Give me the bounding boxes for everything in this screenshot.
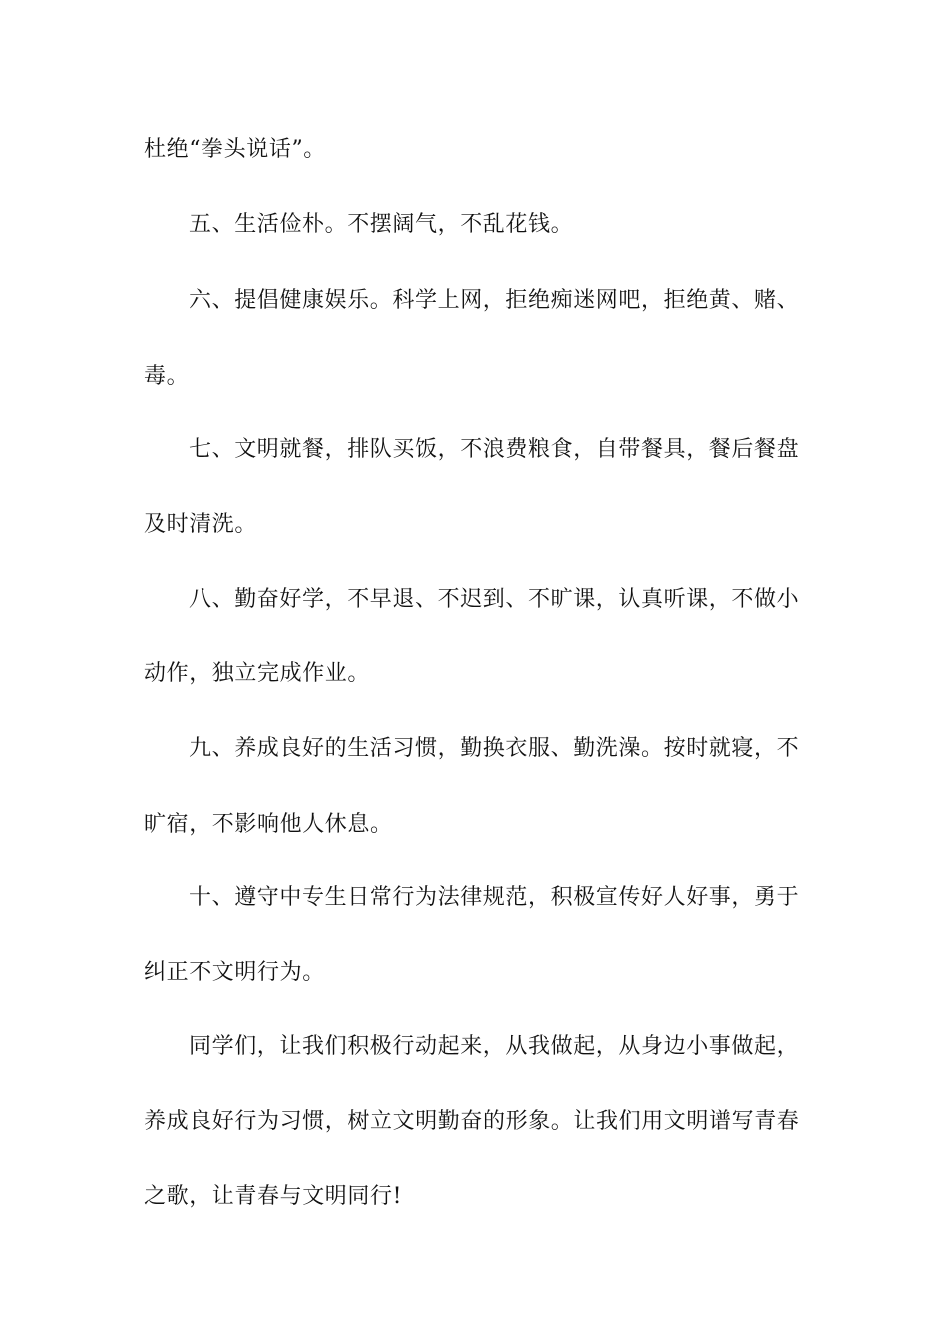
text-line: 之歌，让青春与文明同行! bbox=[144, 1184, 403, 1209]
text-line: 养成良好行为习惯，树立文明勤奋的形象。让我们用文明谱写青春 bbox=[144, 1109, 800, 1134]
text-line: 动作，独立完成作业。 bbox=[144, 661, 371, 686]
text-line: 纠正不文明行为。 bbox=[144, 960, 325, 985]
text-line: 旷宿，不影响他人休息。 bbox=[144, 812, 393, 837]
text-line: 五、生活俭朴。不摆阔气，不乱花钱。 bbox=[189, 212, 574, 237]
text-line: 九、养成良好的生活习惯，勤换衣服、勤洗澡。按时就寝，不 bbox=[189, 736, 800, 761]
text-line: 六、提倡健康娱乐。科学上网，拒绝痴迷网吧，拒绝黄、赌、 bbox=[189, 288, 800, 313]
text-line: 七、文明就餐，排队买饭，不浪费粮食，自带餐具，餐后餐盘 bbox=[189, 437, 800, 462]
text-line: 杜绝“拳头说话”。 bbox=[144, 137, 326, 162]
text-line: 八、勤奋好学，不早退、不迟到、不旷课，认真听课，不做小 bbox=[189, 587, 800, 612]
text-line: 同学们，让我们积极行动起来，从我做起，从身边小事做起， bbox=[189, 1034, 800, 1059]
text-line: 毒。 bbox=[144, 364, 190, 389]
text-line: 及时清洗。 bbox=[144, 512, 258, 537]
text-line: 十、遵守中专生日常行为法律规范，积极宣传好人好事，勇于 bbox=[189, 885, 800, 910]
